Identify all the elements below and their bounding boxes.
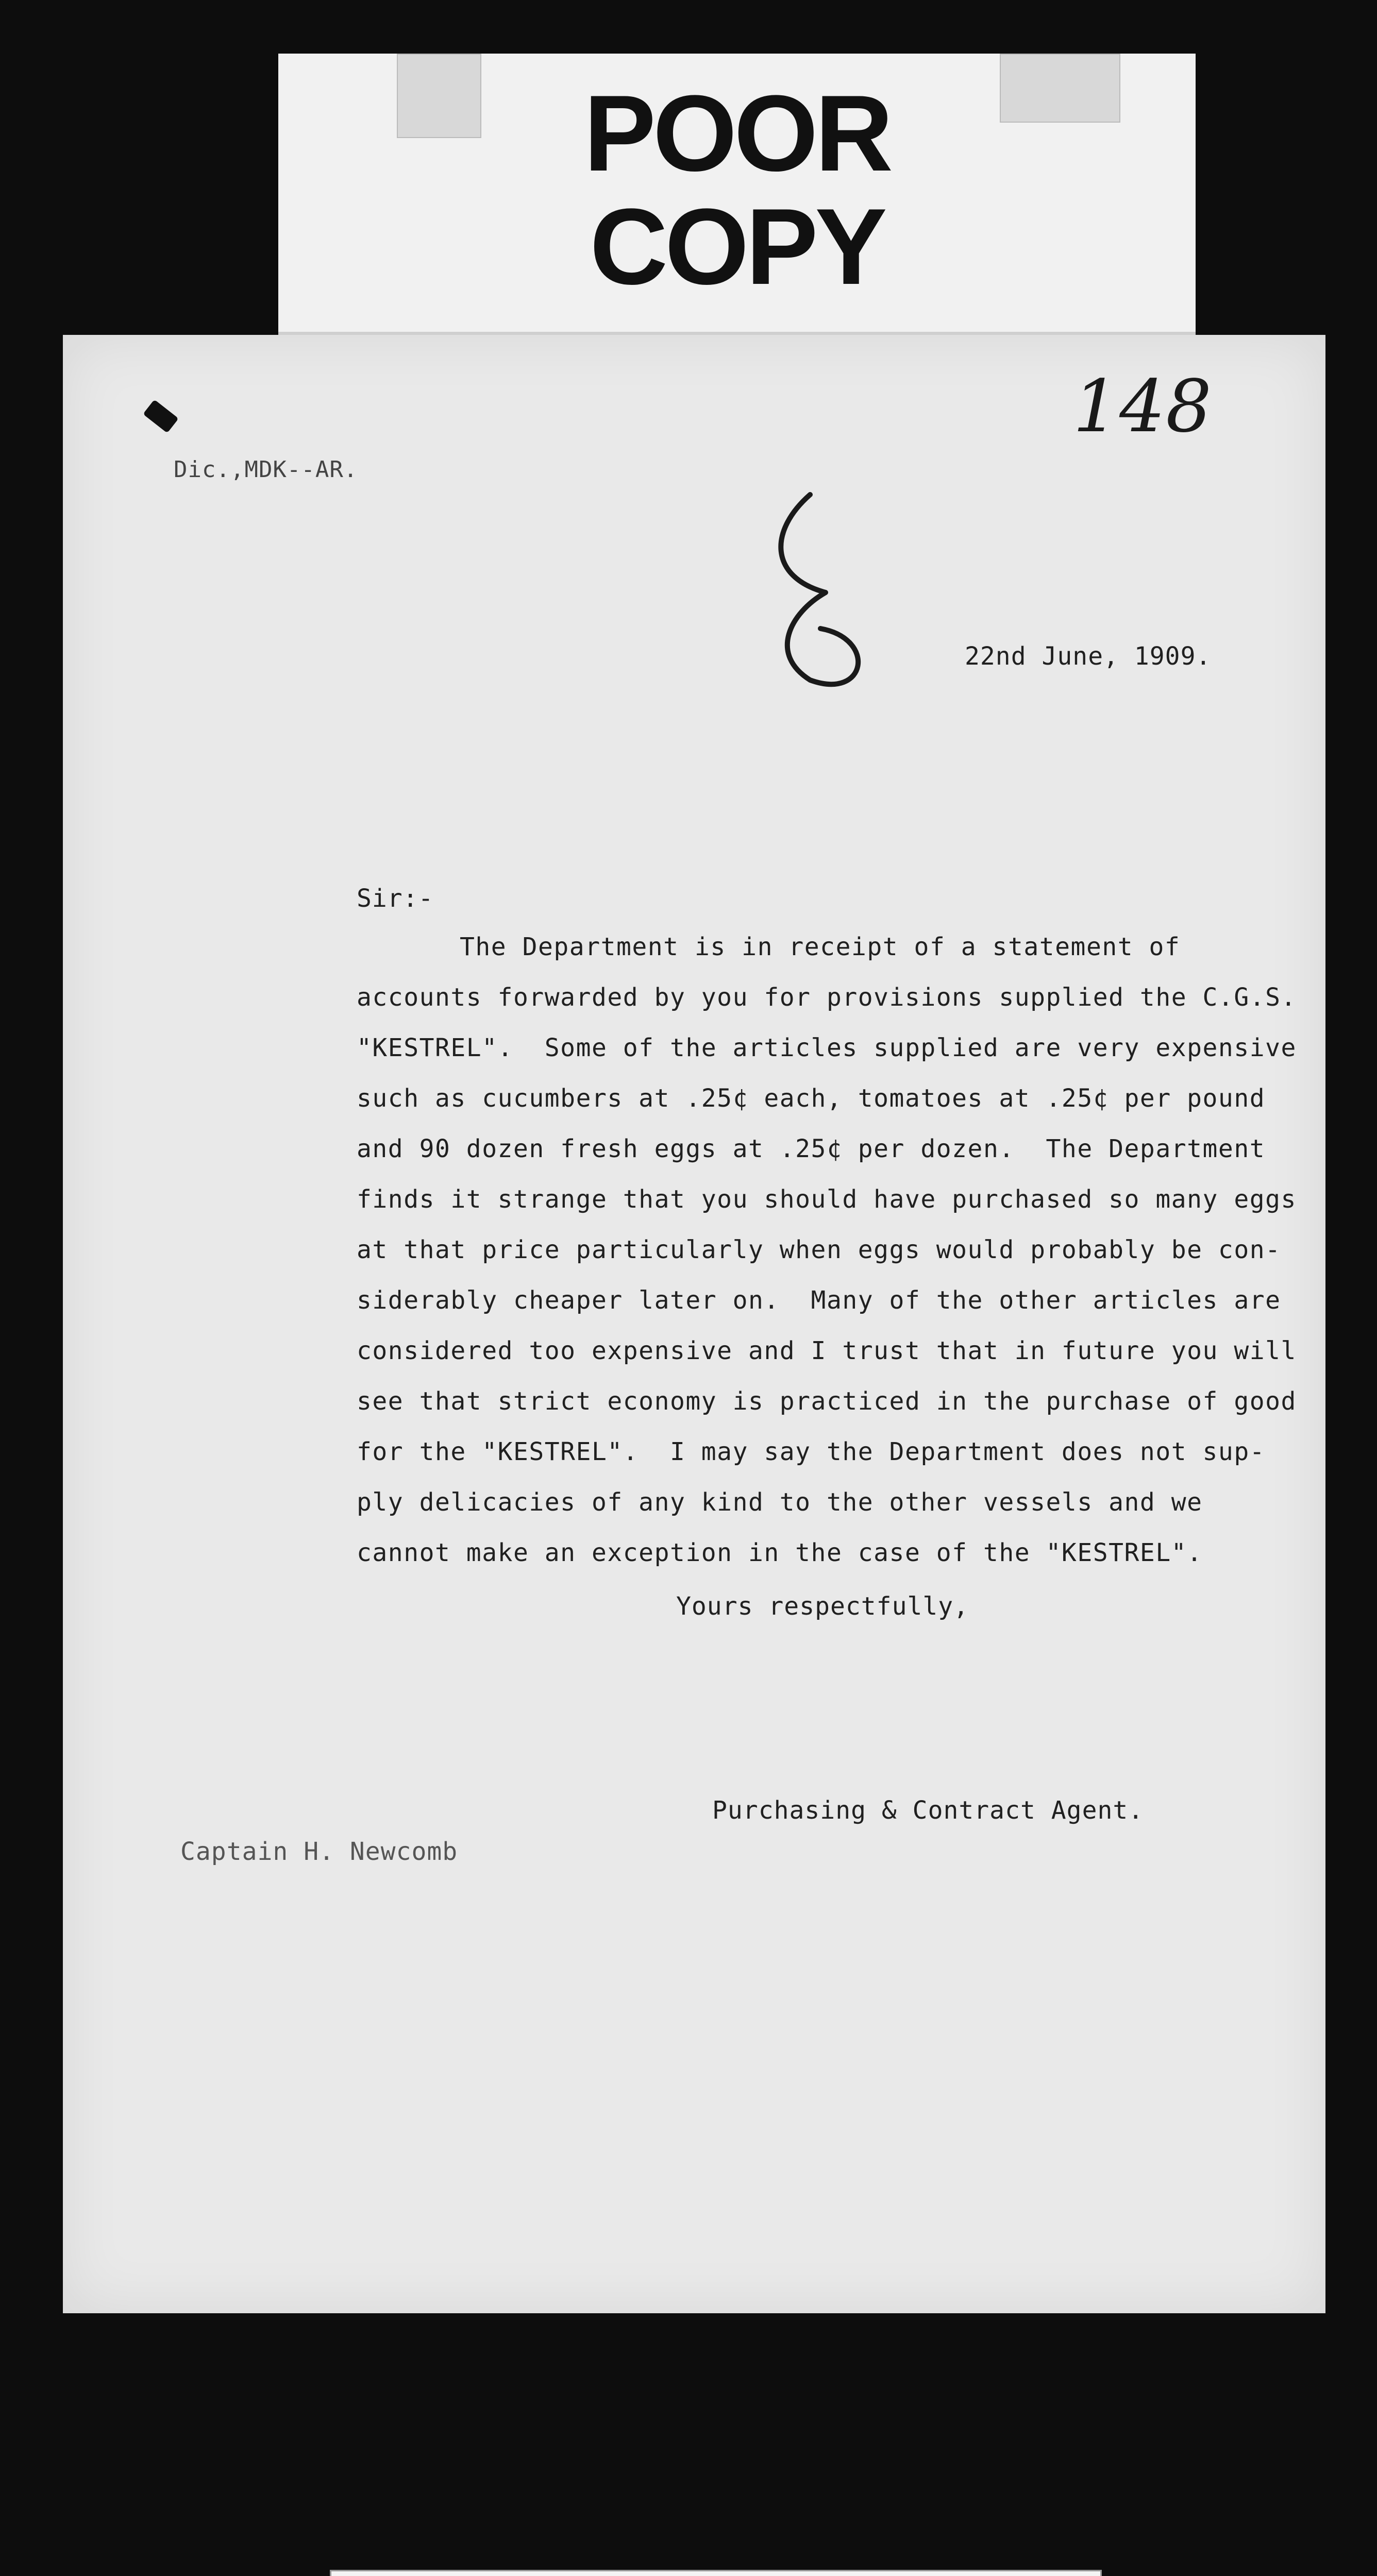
body-line: see that strict economy is practiced in the purchase of good <box>357 1387 1297 1416</box>
signatory-title: Purchasing & Contract Agent. <box>712 1796 1144 1825</box>
poor-label-line2: COPY <box>590 186 884 307</box>
poor-copy-label <box>278 54 1196 335</box>
body-line: for the "KESTREL". I may say the Department does not sup- <box>357 1437 1266 1466</box>
body-line: at that price particularly when eggs would probably be con- <box>357 1235 1281 1264</box>
punch-hole-mark <box>143 399 178 433</box>
body-line: considered too expensive and I trust that in future you will <box>357 1336 1297 1365</box>
body-line: The Department is in receipt of a statement of <box>460 933 1181 961</box>
addressee: Captain H. Newcomb <box>180 1837 458 1866</box>
marginal-mark-6 <box>748 484 965 701</box>
reference-initials: Dic.,MDK--AR. <box>174 456 358 483</box>
closing: Yours respectfully, <box>676 1592 969 1621</box>
body-line: finds it strange that you should have purchased so many eggs <box>357 1185 1297 1214</box>
letter-page <box>63 335 1325 2313</box>
body-line: ply delicacies of any kind to the other vessels and we <box>357 1488 1203 1517</box>
poor-label-line1: POOR <box>583 73 891 194</box>
file-reference-strip <box>330 2570 1102 2576</box>
body-line: "KESTREL". Some of the articles supplied are very expensive <box>357 1033 1297 1062</box>
body-line: accounts forwarded by you for provisions supplied the C.G.S. <box>357 983 1297 1012</box>
body-line: such as cucumbers at .25¢ each, tomatoes at .25¢ per pound <box>357 1084 1266 1113</box>
salutation: Sir:- <box>357 884 434 913</box>
body-line: and 90 dozen fresh eggs at .25¢ per dozen. The Department <box>357 1134 1266 1163</box>
letter-date: 22nd June, 1909. <box>965 642 1212 671</box>
folio-number: 148 <box>1073 365 1213 449</box>
body-line: siderably cheaper later on. Many of the other articles are <box>357 1286 1281 1315</box>
body-line: cannot make an exception in the case of the "KESTREL". <box>357 1538 1203 1567</box>
